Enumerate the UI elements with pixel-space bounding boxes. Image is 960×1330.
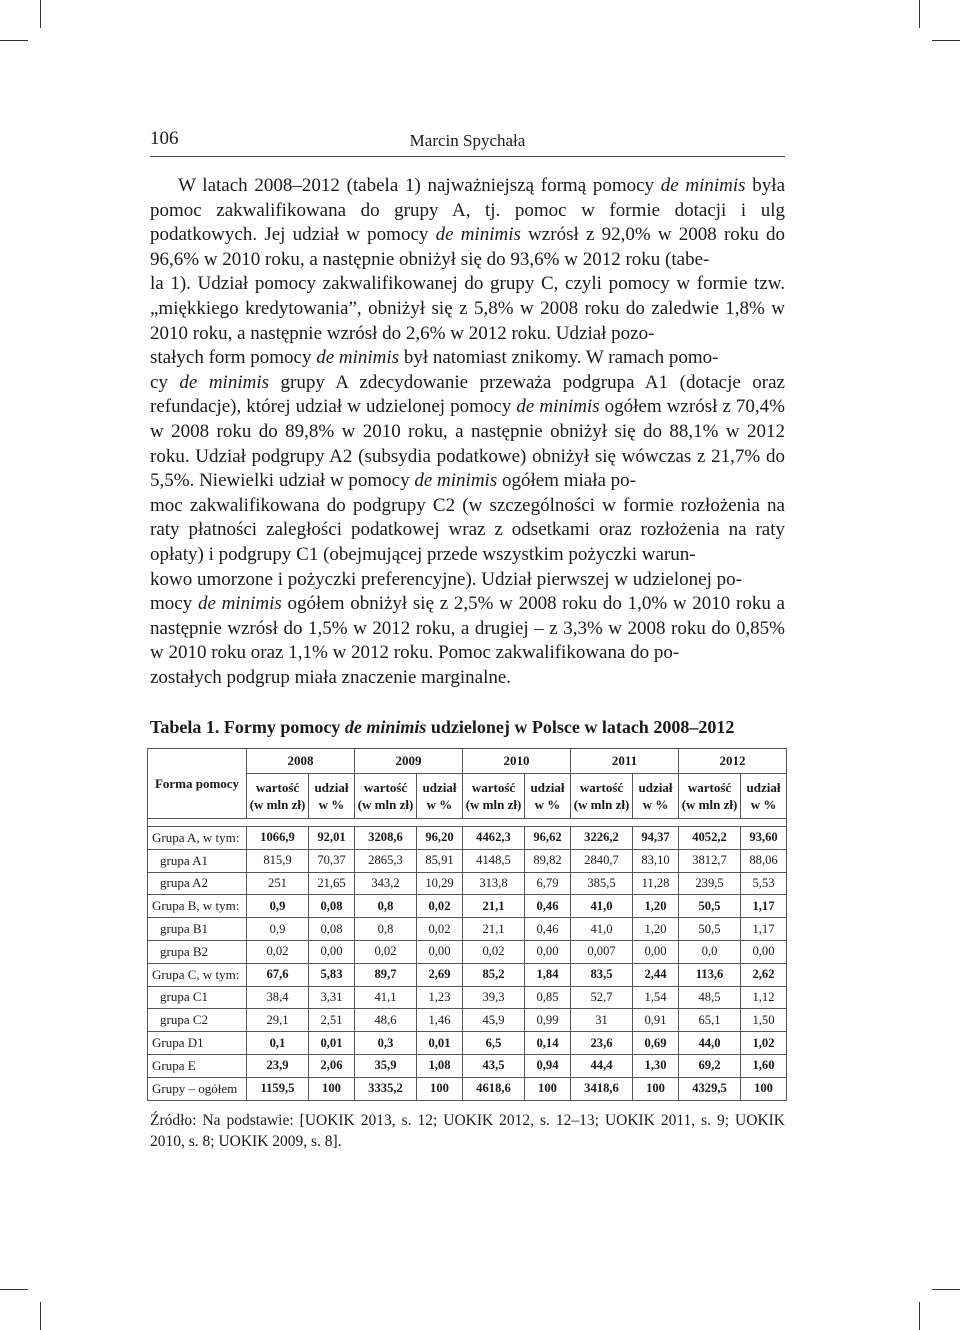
- value-header: wartość (w mln zł): [679, 774, 741, 819]
- crop-mark: [932, 40, 960, 41]
- table-cell: 2,06: [309, 1054, 355, 1077]
- table-cell: 113,6: [679, 963, 741, 986]
- table-cell: 83,10: [633, 849, 679, 872]
- table-cell: 0,01: [309, 1032, 355, 1055]
- table-cell: 0,85: [525, 986, 571, 1009]
- share-header: udział w %: [633, 774, 679, 819]
- table-cell: 3418,6: [571, 1077, 633, 1100]
- share-header: udział w %: [417, 774, 463, 819]
- table-cell: 2,69: [417, 963, 463, 986]
- row-label: grupa B1: [148, 918, 247, 941]
- table-cell: 1,17: [741, 918, 787, 941]
- table-cell: 1,20: [633, 895, 679, 918]
- table-cell: 45,9: [463, 1009, 525, 1032]
- table-cell: 0,14: [525, 1032, 571, 1055]
- year-header: 2010: [463, 749, 571, 774]
- table-cell: 39,3: [463, 986, 525, 1009]
- table-row: [148, 963, 787, 986]
- table-row: [148, 1032, 787, 1055]
- table-cell: 0,08: [309, 895, 355, 918]
- year-header: 2011: [571, 749, 679, 774]
- table-cell: 11,28: [633, 872, 679, 895]
- table-body: [148, 827, 787, 1101]
- table-cell: 1,17: [741, 895, 787, 918]
- crop-mark: [0, 1289, 28, 1290]
- table-cell: 0,02: [417, 918, 463, 941]
- spacer-cell: [148, 819, 787, 827]
- table-cell: 4618,6: [463, 1077, 525, 1100]
- table-cell: 92,01: [309, 827, 355, 850]
- table-cell: 2,44: [633, 963, 679, 986]
- table-cell: 3,31: [309, 986, 355, 1009]
- table-cell: 100: [525, 1077, 571, 1100]
- table-cell: 0,8: [355, 895, 417, 918]
- table-cell: 3208,6: [355, 827, 417, 850]
- table-cell: 0,02: [463, 940, 525, 963]
- crop-mark: [0, 40, 28, 41]
- table-cell: 10,29: [417, 872, 463, 895]
- table-cell: 31: [571, 1009, 633, 1032]
- value-header: wartość (w mln zł): [247, 774, 309, 819]
- table-cell: 1,46: [417, 1009, 463, 1032]
- table-row: [148, 986, 787, 1009]
- source-note: Źródło: Na podstawie: [UOKIK 2013, s. 12; UOKIK 2012, s. 12–13; UOKIK 2011, s. 9; UOKIK 2010, s. 8; UOKIK 2009, s. 8].: [150, 1112, 785, 1150]
- table-cell: 21,1: [463, 918, 525, 941]
- table-cell: 1,54: [633, 986, 679, 1009]
- table-cell: 93,60: [741, 827, 787, 850]
- table-cell: 6,5: [463, 1032, 525, 1055]
- table-cell: 3812,7: [679, 849, 741, 872]
- row-label: Grupy – ogółem: [148, 1077, 247, 1100]
- table-cell: 385,5: [571, 872, 633, 895]
- table-cell: 88,06: [741, 849, 787, 872]
- value-header: wartość (w mln zł): [463, 774, 525, 819]
- caption-suffix: udzielonej w Polsce w latach 2008–2012: [426, 717, 735, 737]
- table-cell: 100: [633, 1077, 679, 1100]
- table-cell: 1,30: [633, 1054, 679, 1077]
- table-cell: 50,5: [679, 918, 741, 941]
- body-text: [150, 174, 785, 690]
- crop-mark: [932, 1289, 960, 1290]
- table-cell: 0,02: [247, 940, 309, 963]
- table-cell: 5,53: [741, 872, 787, 895]
- table-cell: 52,7: [571, 986, 633, 1009]
- row-label: grupa A1: [148, 849, 247, 872]
- share-header: udział w %: [309, 774, 355, 819]
- table-row: [148, 1009, 787, 1032]
- table-row: [148, 872, 787, 895]
- row-label: grupa C1: [148, 986, 247, 1009]
- table-cell: 100: [417, 1077, 463, 1100]
- table-row: [148, 895, 787, 918]
- table-cell: 41,0: [571, 895, 633, 918]
- table-cell: 0,02: [417, 895, 463, 918]
- table-cell: 815,9: [247, 849, 309, 872]
- running-header: [150, 128, 785, 157]
- crop-mark: [919, 0, 920, 28]
- table-cell: 44,4: [571, 1054, 633, 1077]
- table-cell: 2,51: [309, 1009, 355, 1032]
- table-cell: 2865,3: [355, 849, 417, 872]
- table-row: [148, 1077, 787, 1100]
- row-label: Grupa B, w tym:: [148, 895, 247, 918]
- table-cell: 21,65: [309, 872, 355, 895]
- table-cell: 67,6: [247, 963, 309, 986]
- table-cell: 6,79: [525, 872, 571, 895]
- table-cell: 100: [741, 1077, 787, 1100]
- table-cell: 0,0: [679, 940, 741, 963]
- year-header: 2008: [247, 749, 355, 774]
- spacer-row: [148, 819, 787, 827]
- table-cell: 1,08: [417, 1054, 463, 1077]
- table-cell: 35,9: [355, 1054, 417, 1077]
- table-cell: 69,2: [679, 1054, 741, 1077]
- table-cell: 100: [309, 1077, 355, 1100]
- value-header: wartość (w mln zł): [571, 774, 633, 819]
- paragraph: W latach 2008–2012 (tabela 1) najważniejszą formą pomocy de minimis była pomoc zakwalifikowana do grupy A, tj. pomoc w formie dotacji i ulg podatkowych. Jej udział w pomocy de minimis wzrósł z 92,0% w 2008 roku do 96,6% w 2010 roku, a następnie obniżył się do 93,6% w 2012 roku (tabe- la 1). Udział pomocy zakwalifikowanej do grupy C, czyli pomocy w formie tzw. „miękkiego kredytowania”, obniżył się z 5,8% w 2008 roku do zaledwie 1,8% w 2010 roku, a następnie wzrósł do 2,6% w 2012 roku. Udział pozo- stałych form pomocy de minimis był natomiast znikomy. W ramach pomo- cy de minimis grupy A zdecydowanie przeważa podgrupa A1 (dotacje oraz refundacje), której udział w udzielonej pomocy de minimis ogółem wzrósł z 70,4% w 2008 roku do 89,8% w 2010 roku, a następnie obniżył się do 88,1% w 2012 roku. Udział podgrupy A2 (subsydia podatkowe) obniżył się wówczas z 21,7% do 5,5%. Niewielki udział w pomocy de minimis ogółem miała po- moc zakwalifikowana do podgrupy C2 (w szczególności w formie rozłożenia na raty płatności zaległości podatkowej wraz z odsetkami oraz rozłożenia na raty opłaty) i podgrupy C1 (obejmującej przede wszystkim pożyczki warun- kowo umorzone i pożyczki preferencyjne). Udział pierwszej w udzielonej po- mocy de minimis ogółem obniżył się z 2,5% w 2008 roku do 1,0% w 2010 roku a następnie wzrósł do 1,5% w 2012 roku, a drugiej – z 3,3% w 2008 roku do 0,85% w 2010 roku oraz 1,1% w 2012 roku. Pomoc zakwalifikowana do po- zostałych podgrup miała znaczenie marginalne.: [150, 175, 785, 688]
- crop-mark: [919, 1302, 920, 1330]
- table-cell: 0,08: [309, 918, 355, 941]
- table-cell: 313,8: [463, 872, 525, 895]
- share-header: udział w %: [525, 774, 571, 819]
- table-cell: 96,62: [525, 827, 571, 850]
- table-cell: 29,1: [247, 1009, 309, 1032]
- year-header: 2012: [679, 749, 787, 774]
- table-cell: 0,46: [525, 895, 571, 918]
- table-cell: 89,7: [355, 963, 417, 986]
- table-cell: 85,2: [463, 963, 525, 986]
- crop-mark: [40, 1302, 41, 1330]
- row-label: Grupa C, w tym:: [148, 963, 247, 986]
- table-row: [148, 940, 787, 963]
- table-cell: 0,007: [571, 940, 633, 963]
- row-label: Grupa D1: [148, 1032, 247, 1055]
- table-cell: 1,12: [741, 986, 787, 1009]
- table-cell: 0,3: [355, 1032, 417, 1055]
- table-cell: 1,23: [417, 986, 463, 1009]
- table-cell: 343,2: [355, 872, 417, 895]
- row-label: grupa B2: [148, 940, 247, 963]
- table-cell: 0,46: [525, 918, 571, 941]
- table-cell: 1159,5: [247, 1077, 309, 1100]
- table-cell: 96,20: [417, 827, 463, 850]
- table-cell: 1,02: [741, 1032, 787, 1055]
- table-cell: 0,91: [633, 1009, 679, 1032]
- table-cell: 0,00: [309, 940, 355, 963]
- table-cell: 251: [247, 872, 309, 895]
- year-header-row: [148, 749, 787, 774]
- corner-header: Forma pomocy: [148, 749, 247, 819]
- table-cell: 0,69: [633, 1032, 679, 1055]
- table-cell: 1066,9: [247, 827, 309, 850]
- table-cell: 21,1: [463, 895, 525, 918]
- table-cell: 1,50: [741, 1009, 787, 1032]
- data-table: [147, 748, 787, 1101]
- table-cell: 3226,2: [571, 827, 633, 850]
- page-number: 106: [150, 128, 179, 149]
- row-label: Grupa A, w tym:: [148, 827, 247, 850]
- table-cell: 4052,2: [679, 827, 741, 850]
- table-cell: 0,1: [247, 1032, 309, 1055]
- table-cell: 0,00: [417, 940, 463, 963]
- table-cell: 0,9: [247, 895, 309, 918]
- table-cell: 65,1: [679, 1009, 741, 1032]
- table-cell: 44,0: [679, 1032, 741, 1055]
- table-cell: 4148,5: [463, 849, 525, 872]
- table-cell: 48,6: [355, 1009, 417, 1032]
- table-cell: 0,00: [741, 940, 787, 963]
- table-cell: 41,0: [571, 918, 633, 941]
- table-cell: 1,84: [525, 963, 571, 986]
- author-name: Marcin Spychała: [409, 131, 526, 150]
- table-cell: 0,9: [247, 918, 309, 941]
- row-label: grupa A2: [148, 872, 247, 895]
- table-cell: 4329,5: [679, 1077, 741, 1100]
- table-cell: 41,1: [355, 986, 417, 1009]
- table-cell: 0,01: [417, 1032, 463, 1055]
- table-row: [148, 1054, 787, 1077]
- table-cell: 239,5: [679, 872, 741, 895]
- table-cell: 0,00: [633, 940, 679, 963]
- table-cell: 94,37: [633, 827, 679, 850]
- table-cell: 23,6: [571, 1032, 633, 1055]
- table-cell: 0,8: [355, 918, 417, 941]
- table-cell: 50,5: [679, 895, 741, 918]
- table-row: [148, 849, 787, 872]
- table-cell: 38,4: [247, 986, 309, 1009]
- table-cell: 0,02: [355, 940, 417, 963]
- table-cell: 1,60: [741, 1054, 787, 1077]
- row-label: grupa C2: [148, 1009, 247, 1032]
- table-row: [148, 918, 787, 941]
- table-cell: 0,94: [525, 1054, 571, 1077]
- table-cell: 83,5: [571, 963, 633, 986]
- table-cell: 89,82: [525, 849, 571, 872]
- table-cell: 3335,2: [355, 1077, 417, 1100]
- table-cell: 0,00: [525, 940, 571, 963]
- share-header: udział w %: [741, 774, 787, 819]
- row-label: Grupa E: [148, 1054, 247, 1077]
- table-cell: 0,99: [525, 1009, 571, 1032]
- table-cell: 70,37: [309, 849, 355, 872]
- table-cell: 2,62: [741, 963, 787, 986]
- caption-italic: de minimis: [344, 717, 427, 737]
- table-row: [148, 827, 787, 850]
- table-cell: 1,20: [633, 918, 679, 941]
- table-cell: 85,91: [417, 849, 463, 872]
- table-cell: 5,83: [309, 963, 355, 986]
- table-caption: [150, 717, 785, 738]
- caption-prefix: Tabela 1. Formy pomocy: [150, 717, 345, 737]
- year-header: 2009: [355, 749, 463, 774]
- table-cell: 23,9: [247, 1054, 309, 1077]
- table-cell: 43,5: [463, 1054, 525, 1077]
- table-cell: 4462,3: [463, 827, 525, 850]
- table-cell: 2840,7: [571, 849, 633, 872]
- value-header: wartość (w mln zł): [355, 774, 417, 819]
- table-cell: 48,5: [679, 986, 741, 1009]
- crop-mark: [40, 0, 41, 28]
